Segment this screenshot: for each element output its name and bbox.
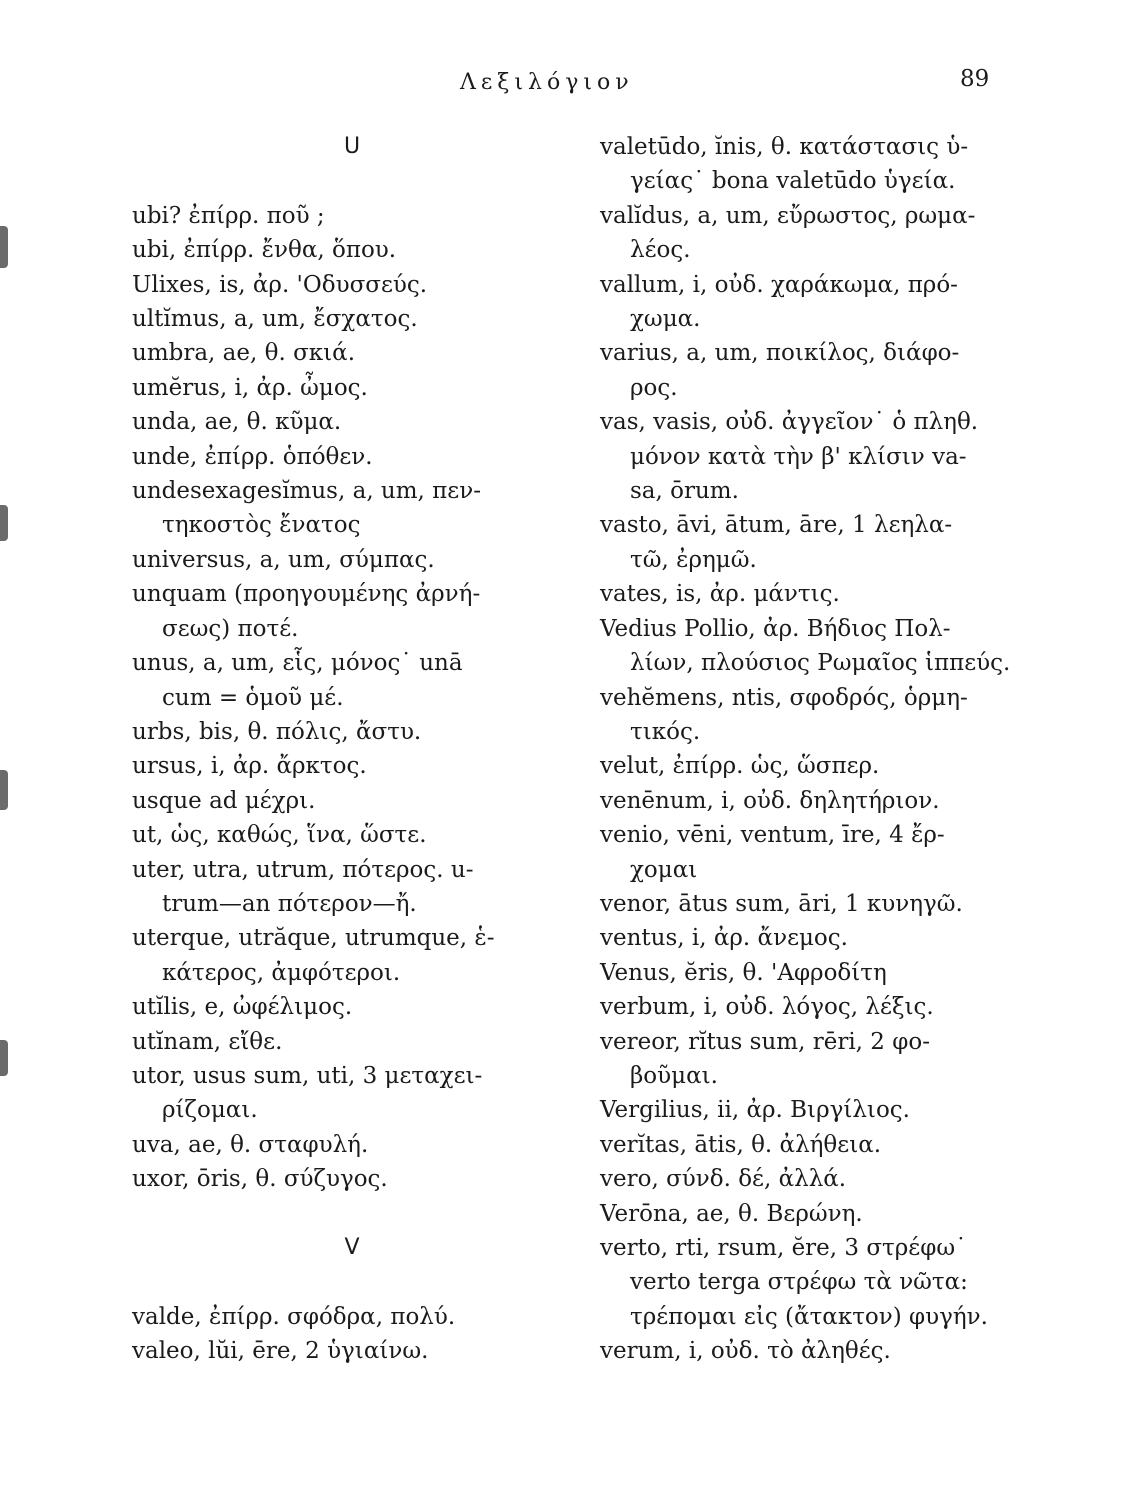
dictionary-entry [132,749,572,783]
dictionary-entry [132,1300,572,1334]
dictionary-entry [132,1162,572,1196]
dictionary-entry [600,1128,1012,1162]
dictionary-entry [600,990,1012,1024]
dictionary-entry [600,1334,1012,1368]
dictionary-entry [132,199,572,233]
dictionary-entry [132,440,572,474]
entry-line: velut, ἐπίρρ. ὡς, ὥσπερ. [600,753,880,780]
entry-line: verum, i, οὐδ. τὸ ἀληθές. [600,1338,891,1365]
dictionary-entry [132,646,572,715]
entry-continuation-line: trum—an πότερον—ἤ. [162,890,417,917]
entry-line: ubi, ἐπίρρ. ἔνθα, ὅπου. [132,237,397,264]
entry-line: unda, ae, θ. κῦμα. [132,409,342,436]
entry-line: Vedius Pollio, ἀρ. Βήδιος Πολ- [600,615,951,642]
section-letter: V [344,1235,360,1260]
dictionary-entry [600,199,1012,268]
dictionary-entry [600,508,1012,577]
entry-line: uterque, utrăque, utrumque, ἑ- [132,925,495,952]
entry-line: uter, utra, utrum, πότερος. u- [132,856,474,883]
dictionary-entry [600,956,1012,990]
dictionary-entry [132,474,572,543]
entry-continuation-line: χομαι [630,856,698,883]
dictionary-entry [600,1162,1012,1196]
dictionary-entry [600,612,1012,681]
entry-line: vehĕmens, ntis, σφοδρός, ὁρμη- [600,684,968,711]
dictionary-entry [132,853,572,922]
entry-continuation-line: τηκοστὸς ἔνατος [162,512,361,539]
dictionary-entry [132,1025,572,1059]
entry-line: Venus, ĕris, θ. 'Αφροδίτη [600,959,887,986]
entry-line: umĕrus, i, ἀρ. ὦμος. [132,374,368,401]
dictionary-entry [600,336,1012,405]
entry-continuation-line: σεως) ποτέ. [162,615,299,642]
dictionary-entry [600,818,1012,887]
right-column [600,130,1012,1369]
section-letter: U [343,134,361,159]
entry-line: uxor, ōris, θ. σύζυγος. [132,1166,388,1193]
entry-line: Ulixes, is, ἀρ. 'Οδυσσεύς. [132,271,428,298]
entry-continuation-line: sa, ōrum. [630,478,739,505]
entry-continuation-line: τικός. [630,718,701,745]
dictionary-entry [600,1231,1012,1334]
entry-continuation-line: μόνον κατὰ τὴν β' κλίσιν va- [630,443,967,470]
dictionary-entry [600,1197,1012,1231]
entry-line: varius, a, um, ποικίλος, διάφο- [600,340,960,367]
binding-hole-mark [0,1040,8,1076]
entry-line: valetūdo, ĭnis, θ. κατάστασις ὑ- [600,134,969,160]
dictionary-entry [132,336,572,370]
entry-continuation-line: λίων, πλούσιος Ρωμαῖος ἱππεύς. [630,650,1011,677]
dictionary-entry [132,990,572,1024]
entry-line: vates, is, ἀρ. μάντις. [600,581,840,608]
entry-line: ursus, i, ἀρ. ἄρκτος. [132,753,367,780]
dictionary-entry [600,405,1012,508]
entry-line: vasto, āvi, ātum, āre, 1 λεηλα- [600,512,953,539]
dictionary-entry [132,784,572,818]
dictionary-entry [132,715,572,749]
dictionary-entry [600,887,1012,921]
dictionary-entry [600,921,1012,955]
entry-line: ubi? ἐπίρρ. ποῦ ; [132,202,325,229]
entry-line: universus, a, um, σύμπας. [132,546,435,573]
dictionary-entry [600,268,1012,337]
entry-continuation-line: βοῦμαι. [630,1062,718,1089]
entry-line: verto, rti, rsum, ĕre, 3 στρέφω˙ [600,1235,967,1261]
entry-continuation-line: χωμα. [630,306,701,333]
entry-line: valde, ἐπίρρ. σφόδρα, πολύ. [132,1303,456,1330]
dictionary-entry [132,1059,572,1128]
entry-line: urbs, bis, θ. πόλις, ἄστυ. [132,718,422,745]
entry-line: unus, a, um, εἷς, μόνος˙ unā [132,650,463,677]
dictionary-entry [600,749,1012,783]
page-title: Λεξιλόγιον [460,70,634,95]
entry-continuation-line: cum = ὁμοῦ μέ. [162,684,344,711]
entry-line: uva, ae, θ. σταφυλή. [132,1131,369,1158]
entry-continuation-line: λέος. [630,237,691,264]
entry-line: Vergilius, ii, ἀρ. Βιργίλιος. [600,1097,910,1124]
entry-line: utor, usus sum, uti, 3 μεταχει- [132,1062,483,1089]
dictionary-entry [132,405,572,439]
entry-line: venēnum, i, οὐδ. δηλητήριον. [600,787,940,814]
entry-line: venio, vēni, ventum, īre, 4 ἔρ- [600,822,945,849]
entry-line: venor, ātus sum, āri, 1 κυνηγῶ. [600,890,963,917]
dictionary-entry [132,1334,572,1368]
entry-line: valeo, lŭi, ēre, 2 ὑγιαίνω. [132,1338,429,1365]
entry-line: vas, vasis, οὐδ. ἀγγεῖον˙ ὁ πληθ. [600,409,979,436]
dictionary-entry [600,784,1012,818]
left-column [132,130,572,1369]
entry-line: umbra, ae, θ. σκιά. [132,340,356,367]
entry-line: usque ad μέχρι. [132,787,316,814]
dictionary-entry [132,921,572,990]
dictionary-entry [132,818,572,852]
page-number: 89 [960,66,990,92]
section-gap [132,1197,572,1231]
entry-continuation-line: τρέπομαι εἰς (ἄτακτον) φυγήν. [630,1303,988,1330]
dictionary-entry [132,268,572,302]
entry-line: vallum, i, οὐδ. χαράκωμα, πρό- [600,271,958,298]
dictionary-entry [132,302,572,336]
entry-line: ut, ὡς, καθώς, ἵνα, ὥστε. [132,822,427,849]
entry-line: utĭlis, e, ὠφέλιμος. [132,994,353,1021]
entry-line: ultĭmus, a, um, ἔσχατος. [132,306,418,333]
entry-continuation-line: ρος. [630,374,678,401]
dictionary-entry [600,130,1012,199]
entry-line: utĭnam, εἴθε. [132,1028,283,1055]
entry-continuation-line: verto terga στρέφω τὰ νῶτα: [630,1269,968,1296]
entry-line: vero, σύνδ. δέ, ἀλλά. [600,1166,847,1193]
entry-continuation-line: κάτερος, ἀμφότεροι. [162,959,401,986]
entry-line: verĭtas, ātis, θ. ἀλήθεια. [600,1131,882,1158]
dictionary-entry [132,1128,572,1162]
dictionary-entry [132,543,572,577]
dictionary-entry [600,1093,1012,1127]
entry-line: undesexagesĭmus, a, um, πεν- [132,478,481,505]
binding-hole-mark [0,770,8,810]
dictionary-entry [132,371,572,405]
section-gap [132,1265,572,1299]
entry-line: ventus, i, ἀρ. ἄνεμος. [600,925,848,952]
entry-continuation-line: ρίζομαι. [162,1097,258,1124]
entry-line: unquam (προηγουμένης ἀρνή- [132,581,481,608]
entry-continuation-line: τῶ, ἐρημῶ. [630,546,757,573]
dictionary-entry [132,577,572,646]
entry-line: Verōna, ae, θ. Βερώνη. [600,1200,863,1227]
entry-line: vereor, rĭtus sum, rēri, 2 φο- [600,1028,930,1055]
entry-line: verbum, i, οὐδ. λόγος, λέξις. [600,994,934,1021]
dictionary-entry [600,577,1012,611]
dictionary-entry [600,681,1012,750]
binding-hole-mark [0,226,8,268]
entry-continuation-line: γείας˙ bona valetūdo ὑγεία. [630,168,956,195]
dictionary-entry [132,233,572,267]
entry-line: unde, ἐπίρρ. ὁπόθεν. [132,443,373,470]
dictionary-entry [600,1025,1012,1094]
section-gap [132,164,572,198]
entry-line: valĭdus, a, um, εὔρωστος, ρωμα- [600,202,976,229]
binding-hole-mark [0,505,8,541]
